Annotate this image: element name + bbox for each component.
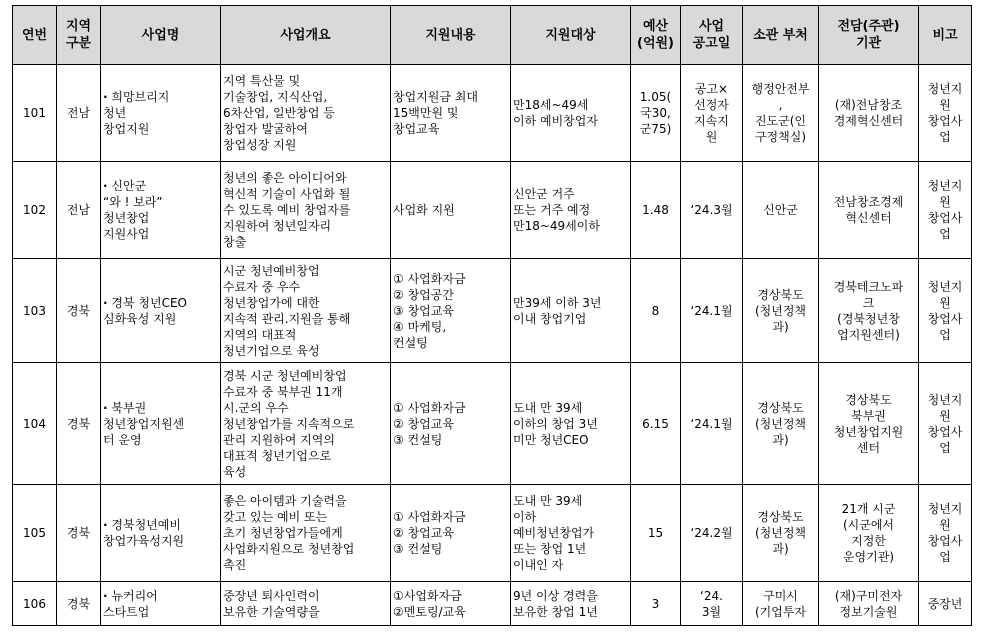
cell-target: 도내 만 39세 이하의 창업 3년 미만 청년CEO [511, 363, 631, 485]
bullet-mark: · [103, 588, 108, 603]
cell-summary: 경북 시군 청년예비창업 수료자 중 북부권 11개 시.군의 우수 청년창업가를 지속적으로 관리 지원하여 지역의 대표적 청년기업으로 육성 [221, 363, 391, 485]
table-row [13, 259, 972, 363]
header-project-name: 사업명 [101, 6, 221, 65]
cell-budget: 1.05( 국30, 군75) [631, 65, 681, 162]
cell-target: 신안군 거주 또는 거주 예정 만18~49세이하 [511, 162, 631, 259]
cell-support: ① 사업화자금 ② 창업교육 ③ 컨설팅 [391, 485, 511, 582]
cell-no: 102 [13, 162, 57, 259]
project-name-text: 희망브리지 청년 창업지원 [103, 90, 170, 136]
cell-ministry: 구미시 (기업투자 [743, 582, 819, 626]
cell-agency: 전남창조경제 혁신센터 [819, 162, 919, 259]
bullet-mark: · [103, 295, 108, 310]
cell-agency: (재)구미전자 정보기술원 [819, 582, 919, 626]
cell-agency: 21개 시군 (시군에서 지정한 운영기관) [819, 485, 919, 582]
cell-no: 103 [13, 259, 57, 363]
header-support: 지원내용 [391, 6, 511, 65]
cell-summary: 지역 특산물 및 기술창업, 지식산업, 6차산업, 일반창업 등 창업자 발굴하여 창업성장 지원 [221, 65, 391, 162]
cell-target: 도내 만 39세 이하 예비청년창업가 또는 창업 1년 이내인 자 [511, 485, 631, 582]
table-row [13, 485, 972, 582]
header-budget: 예산 (억원) [631, 6, 681, 65]
cell-announce-date: ‘24.3월 [681, 162, 743, 259]
table-row [13, 162, 972, 259]
cell-project-name [101, 485, 221, 582]
cell-note: 청년지 원 창업사 업 [919, 485, 972, 582]
cell-budget: 3 [631, 582, 681, 626]
cell-budget: 1.48 [631, 162, 681, 259]
cell-ministry: 경상북도 (청년정책 과) [743, 259, 819, 363]
cell-ministry: 행정안전부 , 진도군(인 구정책실) [743, 65, 819, 162]
cell-target: 만39세 이하 3년 이내 창업기업 [511, 259, 631, 363]
cell-note: 청년지 원 창업사 업 [919, 162, 972, 259]
cell-project-name [101, 259, 221, 363]
cell-region: 전남 [57, 65, 101, 162]
header-row [13, 6, 972, 65]
cell-project-name [101, 162, 221, 259]
cell-region: 경북 [57, 582, 101, 626]
table-row [13, 65, 972, 162]
header-target: 지원대상 [511, 6, 631, 65]
cell-announce-date: 공고× 선정자 지속지 원 [681, 65, 743, 162]
cell-no: 106 [13, 582, 57, 626]
header-announce-date: 사업 공고일 [681, 6, 743, 65]
table-row [13, 582, 972, 626]
project-name-text: 신안군 “와 ! 보라” 청년창업 지원사업 [103, 179, 163, 241]
cell-agency: (재)전남창조 경제혁신센터 [819, 65, 919, 162]
project-name-text: 경북 청년CEO 심화육성 지원 [103, 295, 187, 326]
cell-support: 사업화 지원 [391, 162, 511, 259]
startup-support-table [12, 5, 972, 626]
cell-summary: 청년의 좋은 아이디어와 혁신적 기술이 사업화 될 수 있도록 예비 창업자를 지원하여 청년일자리 창출 [221, 162, 391, 259]
cell-support: ① 사업화자금 ② 창업공간 ③ 창업교육 ④ 마케팅, 컨설팅 [391, 259, 511, 363]
cell-ministry: 경상북도 (청년정책 과) [743, 485, 819, 582]
cell-region: 경북 [57, 259, 101, 363]
cell-announce-date: ‘24.1월 [681, 259, 743, 363]
cell-no: 105 [13, 485, 57, 582]
bullet-mark: · [103, 400, 108, 415]
cell-region: 전남 [57, 162, 101, 259]
cell-note: 청년지 원 창업사 업 [919, 65, 972, 162]
project-name-text: 북부권 청년창업지원센 터 운영 [103, 400, 185, 447]
header-no: 연번 [13, 6, 57, 65]
cell-note: 청년지 원 창업사 업 [919, 259, 972, 363]
cell-project-name [101, 363, 221, 485]
bullet-mark: · [103, 518, 108, 532]
cell-note: 중장년 [919, 582, 972, 626]
cell-support: 창업지원금 최대 15백만원 및 창업교육 [391, 65, 511, 162]
cell-budget: 15 [631, 485, 681, 582]
cell-summary: 좋은 아이템과 기술력을 갖고 있는 예비 또는 초기 청년창업가들에게 사업화지원으로 청년창업 촉진 [221, 485, 391, 582]
cell-support: ①사업화자금 ②멘토링/교육 [391, 582, 511, 626]
cell-announce-date: ‘24. 3월 [681, 582, 743, 626]
cell-announce-date: ‘24.1월 [681, 363, 743, 485]
cell-note: 청년지 원 창업사 업 [919, 363, 972, 485]
cell-agency: 경상북도 북부권 청년창업지원 센터 [819, 363, 919, 485]
cell-support: ① 사업화자금 ② 창업교육 ③ 컨설팅 [391, 363, 511, 485]
project-name-text: 경북청년예비 창업가육성지원 [103, 518, 185, 548]
cell-project-name [101, 65, 221, 162]
cell-region: 경북 [57, 485, 101, 582]
project-name-text: 뉴커리어 스타트업 [103, 588, 158, 619]
cell-project-name [101, 582, 221, 626]
header-summary: 사업개요 [221, 6, 391, 65]
cell-ministry: 경상북도 (청년정책 과) [743, 363, 819, 485]
cell-ministry: 신안군 [743, 162, 819, 259]
header-ministry: 소관 부처 [743, 6, 819, 65]
cell-target: 9년 이상 경력을 보유한 창업 1년 [511, 582, 631, 626]
cell-agency: 경북테크노파 크 (경북청년창 업지원센터) [819, 259, 919, 363]
cell-region: 경북 [57, 363, 101, 485]
header-agency: 전담(주관) 기관 [819, 6, 919, 65]
cell-announce-date: ‘24.2월 [681, 485, 743, 582]
cell-no: 101 [13, 65, 57, 162]
cell-summary: 시군 청년예비창업 수료자 중 우수 청년창업가에 대한 지속적 관리.지원을 통해 지역의 대표적 청년기업으로 육성 [221, 259, 391, 363]
header-note: 비고 [919, 6, 972, 65]
table-row [13, 363, 972, 485]
cell-summary: 중장년 퇴사인력이 보유한 기술역량을 [221, 582, 391, 626]
cell-no: 104 [13, 363, 57, 485]
cell-target: 만18세~49세 이하 예비창업자 [511, 65, 631, 162]
bullet-mark: · [103, 90, 108, 104]
cell-budget: 8 [631, 259, 681, 363]
bullet-mark: · [103, 179, 108, 193]
cell-budget: 6.15 [631, 363, 681, 485]
header-region: 지역 구분 [57, 6, 101, 65]
